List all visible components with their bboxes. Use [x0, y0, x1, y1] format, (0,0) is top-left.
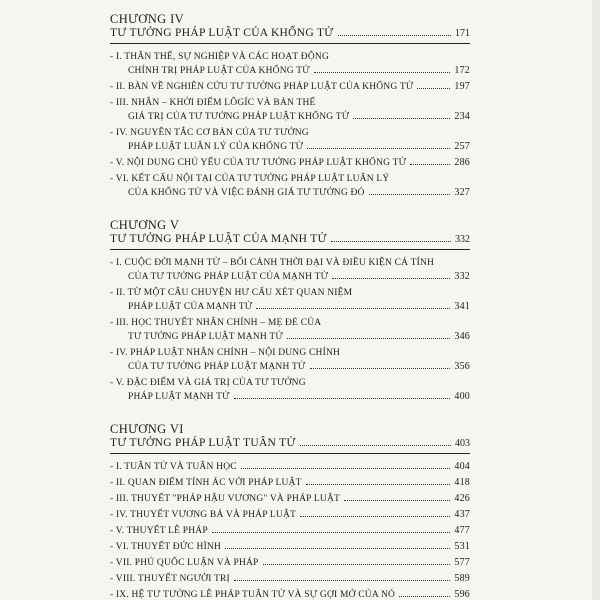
entry-page-number: 531: [454, 541, 470, 552]
toc-entry[interactable]: [110, 572, 470, 586]
dot-leader: [410, 164, 450, 165]
dot-leader: [234, 398, 451, 399]
entry-last-line: [110, 270, 470, 284]
chapter-title-row[interactable]: [110, 26, 470, 41]
dot-leader: [306, 484, 451, 485]
entry-text-line: - V. NỘI DUNG CHỦ YẾU CỦA TƯ TƯỞNG PHÁP LUẬT KHỔNG TỬ: [110, 158, 407, 168]
dot-leader: [314, 72, 451, 73]
toc-entry[interactable]: [110, 126, 470, 154]
entry-last-line: [110, 64, 470, 78]
entry-text-line: - VIII. THUYẾT NGƯỜI TRỊ: [110, 574, 230, 584]
dot-leader: [338, 35, 452, 36]
chapter-underline: [110, 453, 470, 454]
entry-text-line: - VI. KẾT CẤU NỘI TẠI CỦA TƯ TƯỞNG PHÁP LUẬT LUÂN LÝ: [110, 174, 390, 184]
entry-text-line: PHÁP LUẬT LUÂN LÝ CỦA KHỔNG TỬ: [128, 142, 304, 152]
entry-page-number: 327: [454, 187, 470, 198]
entry-text-line: - IV. PHÁP LUẬT NHÂN CHÍNH – NỘI DUNG CHÍNH: [110, 348, 341, 358]
entry-text-line: - V. THUYẾT LỄ PHÁP: [110, 526, 208, 536]
toc-entry[interactable]: [110, 156, 470, 170]
entry-page-number: 346: [454, 331, 470, 342]
entry-page-number: 332: [454, 271, 470, 282]
dot-leader: [212, 532, 451, 533]
entry-text-line: - III. THUYẾT "PHÁP HẬU VƯƠNG" VÀ PHÁP LUẬT: [110, 494, 341, 504]
page-edge: [592, 0, 600, 600]
chapter-spacer: [110, 408, 470, 418]
entry-last-line: [110, 390, 470, 404]
entry-text-line: - I. CUỘC ĐỜI MẠNH TỬ – BỐI CẢNH THỜI ĐẠI VÀ ĐIỀU KIỆN CÁ TÍNH: [110, 258, 435, 268]
entry-last-line: [110, 330, 470, 344]
entry-last-line: [110, 508, 470, 522]
chapter-underline: [110, 43, 470, 44]
toc-entry[interactable]: [110, 286, 470, 314]
entry-text-line: - IX. HỆ TƯ TƯỞNG LỄ PHÁP TUÂN TỬ VÀ SỰ GỢI MỞ CỦA NÓ: [110, 590, 396, 600]
entry-last-line: [110, 476, 470, 490]
entry-text-line: CỦA TƯ TƯỞNG PHÁP LUẬT CỦA MẠNH TỬ: [128, 272, 329, 282]
entry-text-line: CỦA TƯ TƯỞNG PHÁP LUẬT MẠNH TỬ: [128, 362, 306, 372]
chapter-block: [110, 218, 470, 404]
entry-text-line: - V. ĐẶC ĐIỂM VÀ GIÁ TRỊ CỦA TƯ TƯỞNG: [110, 378, 306, 388]
entry-last-line: [110, 556, 470, 570]
chapter-title-row[interactable]: [110, 232, 470, 247]
entry-page-number: 356: [454, 361, 470, 372]
entry-page-number: 172: [454, 65, 470, 76]
dot-leader: [332, 278, 450, 279]
entry-text-line: - I. TUÂN TỬ VÀ TUÂN HỌC: [110, 462, 237, 472]
toc-entry[interactable]: [110, 460, 470, 474]
toc-entry[interactable]: [110, 492, 470, 506]
entry-page-number: 257: [454, 141, 470, 152]
dot-leader: [331, 241, 451, 242]
entry-text-line: - II. BÀN VỀ NGHIÊN CỨU TƯ TƯỞNG PHÁP LUẬT CỦA KHỔNG TỬ: [110, 82, 414, 92]
table-of-contents: [110, 8, 470, 606]
entry-page-number: 286: [454, 157, 470, 168]
chapter-title: TƯ TƯỞNG PHÁP LUẬT CỦA MẠNH TỬ: [110, 233, 327, 245]
entry-text-line: - VI. THUYẾT ĐỨC HÌNH: [110, 542, 222, 552]
dot-leader: [369, 194, 451, 195]
dot-leader: [287, 338, 450, 339]
dot-leader: [399, 596, 450, 597]
dot-leader: [353, 118, 450, 119]
entry-last-line: [110, 460, 470, 474]
entry-last-line: [110, 80, 470, 94]
entry-last-line: [110, 186, 470, 200]
chapter-number: CHƯƠNG IV: [110, 12, 185, 26]
entry-page-number: 477: [454, 525, 470, 536]
entry-last-line: [110, 524, 470, 538]
chapter-page-number: 332: [455, 234, 470, 245]
toc-entry[interactable]: [110, 540, 470, 554]
chapter-title: TƯ TƯỞNG PHÁP LUẬT CỦA KHỔNG TỬ: [110, 27, 334, 39]
entry-text-line: - I. THÂN THẾ, SỰ NGHIỆP VÀ CÁC HOẠT ĐỘNG: [110, 52, 330, 62]
chapter-underline: [110, 249, 470, 250]
toc-entry[interactable]: [110, 96, 470, 124]
entry-page-number: 400: [454, 391, 470, 402]
dot-leader: [300, 516, 450, 517]
dot-leader: [263, 564, 451, 565]
entry-text-line: - IV. THUYẾT VƯƠNG BÁ VÀ PHÁP LUẬT: [110, 510, 297, 520]
entry-last-line: [110, 572, 470, 586]
entry-last-line: [110, 110, 470, 124]
entry-page-number: 426: [454, 493, 470, 504]
entry-page-number: 577: [454, 557, 470, 568]
dot-leader: [417, 88, 450, 89]
toc-entry[interactable]: [110, 556, 470, 570]
chapter-title-row[interactable]: [110, 436, 470, 451]
entry-page-number: 404: [454, 461, 470, 472]
dot-leader: [241, 468, 451, 469]
toc-entry[interactable]: [110, 316, 470, 344]
entry-page-number: 341: [454, 301, 470, 312]
entry-page-number: 234: [454, 111, 470, 122]
dot-leader: [307, 148, 450, 149]
entry-text-line: TƯ TƯỞNG PHÁP LUẬT MẠNH TỬ: [128, 332, 283, 342]
dot-leader: [300, 445, 451, 446]
toc-entry[interactable]: [110, 524, 470, 538]
entry-last-line: [110, 300, 470, 314]
toc-entry[interactable]: [110, 476, 470, 490]
entry-text-line: - VII. PHÚ QUỐC LUẬN VÀ PHÁP: [110, 558, 259, 568]
chapter-block: [110, 12, 470, 200]
entry-text-line: GIÁ TRỊ CỦA TƯ TƯỞNG PHÁP LUẬT KHỔNG TỬ: [128, 112, 350, 122]
entry-text-line: - III. HỌC THUYẾT NHÂN CHÍNH – MẸ ĐẺ CỦA: [110, 318, 322, 328]
dot-leader: [310, 368, 451, 369]
chapter-spacer: [110, 204, 470, 214]
entry-text-line: PHÁP LUẬT MẠNH TỬ: [128, 392, 230, 402]
toc-entry[interactable]: [110, 80, 470, 94]
entry-page-number: 596: [454, 589, 470, 600]
entry-text-line: - III. NHÂN – KHỞI ĐIỂM LÔGÍC VÀ BẢN THỂ: [110, 98, 316, 108]
entry-page-number: 418: [454, 477, 470, 488]
chapter-page-number: 171: [455, 28, 470, 39]
dot-leader: [344, 500, 450, 501]
entry-text-line: CỦA KHỔNG TỬ VÀ VIỆC ĐÁNH GIÁ TƯ TƯỞNG ĐÓ: [128, 188, 365, 198]
entry-last-line: [110, 360, 470, 374]
dot-leader: [256, 308, 450, 309]
entry-text-line: PHÁP LUẬT CỦA MẠNH TỬ: [128, 302, 253, 312]
chapter-title: TƯ TƯỞNG PHÁP LUẬT TUÂN TỬ: [110, 437, 296, 449]
toc-entry[interactable]: [110, 508, 470, 522]
toc-entry[interactable]: [110, 346, 470, 374]
entry-page-number: 197: [454, 81, 470, 92]
toc-entry[interactable]: [110, 172, 470, 200]
entry-page-number: 589: [454, 573, 470, 584]
dot-leader: [225, 548, 450, 549]
chapter-page-number: 403: [455, 438, 470, 449]
entry-last-line: [110, 156, 470, 170]
entry-page-number: 437: [454, 509, 470, 520]
entry-text-line: - II. QUAN ĐIỂM TÍNH ÁC VỚI PHÁP LUẬT: [110, 478, 302, 488]
dot-leader: [234, 580, 450, 581]
entry-last-line: [110, 140, 470, 154]
toc-entry[interactable]: [110, 376, 470, 404]
entry-text-line: - IV. NGUYÊN TẮC CƠ BẢN CỦA TƯ TƯỞNG: [110, 128, 309, 138]
chapter-block: [110, 422, 470, 602]
chapter-number: CHƯƠNG V: [110, 218, 180, 232]
entry-last-line: [110, 492, 470, 506]
entry-text-line: CHÍNH TRỊ PHÁP LUẬT CỦA KHỔNG TỬ: [128, 66, 310, 76]
toc-entry[interactable]: [110, 50, 470, 78]
entry-last-line: [110, 540, 470, 554]
entry-text-line: - II. TỪ MỘT CÂU CHUYỆN HƯ CẤU XÉT QUAN NIỆM: [110, 288, 353, 298]
chapter-number: CHƯƠNG VI: [110, 422, 184, 436]
toc-entry[interactable]: [110, 256, 470, 284]
